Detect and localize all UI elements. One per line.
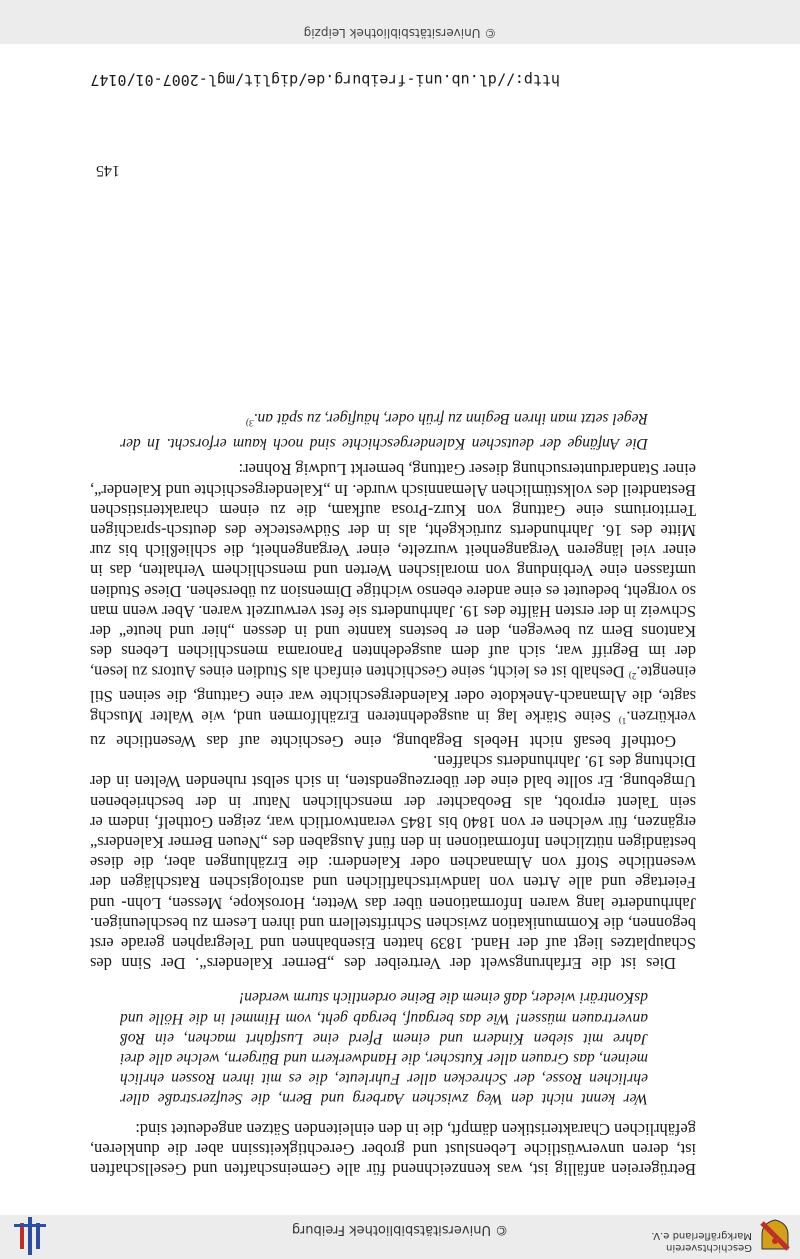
footnote-mark: 3) [246, 417, 254, 428]
footnote-mark: 1) [618, 715, 627, 726]
header-band [0, 1215, 800, 1259]
page-number: 145 [96, 162, 120, 179]
paragraph: Dies ist die Erfahrungswelt der Vertreiber des „Berner Kalenders“. Der Sinn des Schauplatzes liegt auf der Hand. 1839 hatten Eisenbahnen und Telegraphen gerade erst begonnen, die Kommunikation zwischen Schriftstellern und ihren Lesern zu beschleunigen. Jahrhunderte lang waren Informationen über das Wetter, Horoskope, Messen, Lohn- und Feiertage und alle Arten von landwirtschaftlichen und astrologischen Ratschlägen der wesentliche Stoff von Almanachen oder Kalendern: die Erzählungen aber, die diese beständigen nützlichen Informationen in den fünf Ausgaben des „Neuen Berner Kalenders“ ergänzen, für welchen er von 1840 bis 1845 verantwortlich war, zeigen Gotthelf, indem er sein Talent erprobt, als Beobachter der menschlichen Natur in der beschriebenen Umgebung. Er sollte bald eine der überzeugendsten, in sich selbst ruhenden Welten in der Dichtung des 19. Jahrhunderts schaffen. [90, 752, 696, 974]
document-body [90, 394, 696, 1179]
library-logo-icon [10, 1217, 50, 1255]
footer-copyright: © Universitätsbibliothek Leipzig [303, 26, 497, 40]
header-copyright: © Universitätsbibliothek Freiburg [291, 1222, 509, 1237]
footnote-mark: 2) [628, 670, 637, 681]
paragraph: Gotthelf besaß nicht Hebels Begabung, eine Geschichte auf das Wesentliche zu verkürzen.$^{1)}$ Seine Stärke lag in ausgedehnteren Erzählformen und, wie Walter Muschg sagte, die Almanach-Anekdote oder Kalendergeschichte war eine Gattung, die seinen Stil einengte.$^{2)}$ Deshalb ist es leicht, seine Geschichten einfach als Studien eines Autors zu lesen, der im Begriff war, sich auf dem ausgedehnten Panorama menschlichen Lebens des Kantons Bern zu bewegen, den er bestens kannte und in dessen „hier und heute“ der Schweiz in der ersten Hälfte des 19. Jahrhunderts sie fest verwurzelt waren. Aber wenn man so vorgeht, bedeutet es eine andere ebenso wichtige Dimension zu übersehen. Diese Studien umfassen eine Verbindung von moralischen Werten und menschlichem Verhalten, das in einer viel längeren Vergangenheit wurzelte, einer Vergangenheit, die schließlich bis zur Mitte des 16. Jahrhunderts zurückgeht, als in der Südwestecke des deutsch-sprachigen Territoriums eine Gattung von Kurz-Prosa aufkam, die zu einem charakteristischen Bestandteil des volkstümlichen Alemannisch wurde. In „Kalendergeschichte und Kalender“, einer Standarduntersuchung dieser Gattung, bemerkt Ludwig Rohner: [90, 460, 696, 751]
source-url[interactable]: http://dl.ub.uni-freiburg.de/diglit/mgl-2007-01/0147 [90, 71, 560, 89]
block-quote: Die Anfänge der deutschen Kalendergeschichte sind noch kaum erforscht. In der Regel setzt man ihren Beginn zu früh oder, häufiger, zu spät an.$^{3)}$ [120, 409, 648, 453]
society-caption: Geschichtsverein Markgräflerland e.V. [651, 1230, 752, 1253]
block-quote: Wer kennt nicht den Weg zwischen Aarberg und Bern, die Seufzerstraße aller ehrlichen Rosse, der Schrecken aller Fuhrleute, die es mit ihren Rossen ehrlich meinen, das Grauen aller Kutscher, die Handwerkern und Bürgern, welche alle drei Jahre mit sieben Kindern und einem Pferd eine Lustfahrt machen, ein Roß anvertrauen müssen! Wie das bergauf, bergab geht, vom Himmel in die Hölle und dsKonträri wieder, daß einem die Beine ordentlich sturm werden! [120, 989, 648, 1108]
footer-band [0, 0, 800, 44]
paragraph: Betrügereien anfällig ist, was kennzeichnend für alle Gemeinschaften und Gesellschaften ist, deren unverwüstliche Lebenslust und grober Gerechtigkeitssinn aber die dunkleren, gefährlichen Charakteristiken dämpft, die in den einleitenden Sätzen angedeutet sind: [90, 1119, 696, 1179]
